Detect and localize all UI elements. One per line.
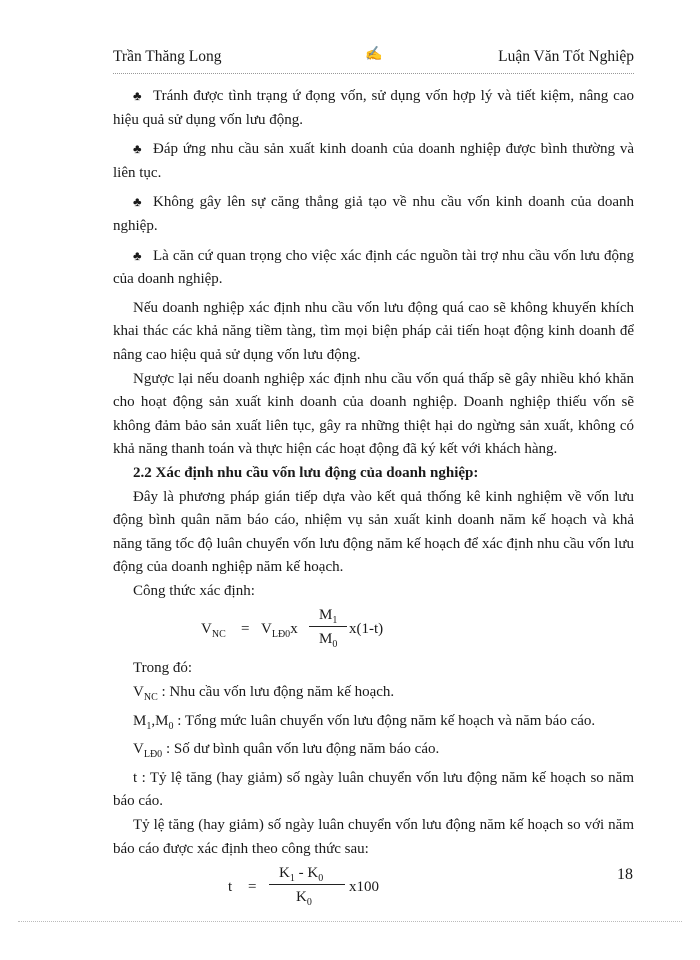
formula-denominator: $M_0$ [319, 631, 338, 651]
bullet-item: ♣ Tránh được tình trạng ứ đọng vốn, sử dụng vốn hợp lý và tiết kiệm, nâng cao hiệu quả sử dụng vốn lưu động. [113, 84, 634, 132]
formula-numerator: $M_1$ [319, 607, 338, 627]
formula-tail: x(1-t) [349, 621, 384, 638]
footer-divider [18, 921, 682, 922]
bullet-item: ♣ Không gây lên sự căng thẳng giả tạo về nhu cầu vốn kinh doanh của doanh nghiệp. [113, 190, 634, 238]
section-heading: 2.2 Xác định nhu cầu vốn lưu động của doanh nghiệp: [133, 464, 479, 481]
fraction-line [269, 884, 345, 885]
paragraph: Ngược lại nếu doanh nghiệp xác định nhu cầu vốn quá thấp sẽ gây nhiều khó khăn cho hoạt động sản xuất kinh doanh của doanh nghiệp. Doanh nghiệp thiếu vốn sẽ không đảm bảo sản xuất liên tục, gây ra những thiệt hại do ngừng sản xuất, không có khả năng thanh toán và thực hiện các hoạt động đã ký kết với khách hàng. [113, 370, 634, 458]
formula-equals: = [241, 621, 250, 638]
formula-t-lhs: t [228, 879, 233, 896]
paragraph: Đây là phương pháp gián tiếp dựa vào kết quả thống kê kinh nghiệm về vốn lưu động bình quân năm báo cáo, nhiệm vụ sản xuất kinh doanh năm kế hoạch và khả năng tăng tốc độ luân chuyển vốn lưu động năm kế hoạch để xác định nhu cầu vốn lưu động của doanh nghiệp năm kế hoạch. [113, 488, 634, 576]
bullet-item: ♣ Đáp ứng nhu cầu sản xuất kinh doanh của doanh nghiệp được bình thường và liên tục. [113, 137, 634, 185]
paragraph: Tỷ lệ tăng (hay giảm) số ngày luân chuyển vốn lưu động năm kế hoạch so với năm báo cáo được xác định theo công thức sau: [113, 817, 634, 857]
formula-vld0: $V_{LĐ0}x$ [261, 621, 298, 641]
formula-lhs: $V_{NC}$ [201, 621, 226, 641]
where-label: Trong đó: [133, 660, 193, 677]
formula-t-equals: = [248, 879, 257, 896]
club-bullet-icon: ♣ [133, 247, 142, 263]
header-title: Luận Văn Tốt Nghiệp [498, 48, 634, 65]
club-bullet-icon: ♣ [133, 141, 142, 157]
formula-vnc [113, 607, 634, 651]
formula-t-tail: x100 [349, 879, 379, 896]
page-content [113, 84, 634, 915]
paragraph: Nếu doanh nghiệp xác định nhu cầu vốn lưu động quá cao sẽ không khuyến khích khai thác các khả năng tiềm tàng, tìm mọi biện pháp cải tiến hoạt động kinh doanh để nâng cao hiệu quả sử dụng vốn lưu động. [113, 299, 634, 363]
definition-item: t : Tỷ lệ tăng (hay giảm) số ngày luân chuyển vốn lưu động năm kế hoạch so năm báo cáo. [113, 769, 634, 810]
definition-item: $V_{NC}$ : Nhu cầu vốn lưu động năm kế hoạch. [133, 684, 395, 704]
header-author: Trần Thăng Long [113, 48, 222, 65]
page-number: 18 [617, 866, 633, 883]
header-divider [113, 73, 634, 74]
definition-item: $V_{LĐ0}$ : Số dư bình quân vốn lưu động năm báo cáo. [133, 741, 440, 761]
quill-icon: ✍ [365, 47, 383, 62]
bullet-item: ♣ Là căn cứ quan trọng cho việc xác định các nguồn tài trợ nhu cầu vốn lưu động của doanh nghiệp. [113, 244, 634, 292]
formula-intro: Công thức xác định: [133, 582, 255, 599]
club-bullet-icon: ♣ [133, 88, 142, 103]
formula-t-denominator: $K_0$ [296, 889, 312, 909]
fraction-line [309, 626, 347, 627]
definition-item: $M_1,M_0$ : Tổng mức luân chuyển vốn lưu động năm kế hoạch và năm báo cáo. [133, 712, 596, 732]
club-bullet-icon: ♣ [133, 194, 142, 210]
formula-t-numerator: $K_1 - K_0$ [279, 865, 324, 885]
formula-t [113, 865, 634, 909]
page-header [113, 48, 634, 72]
